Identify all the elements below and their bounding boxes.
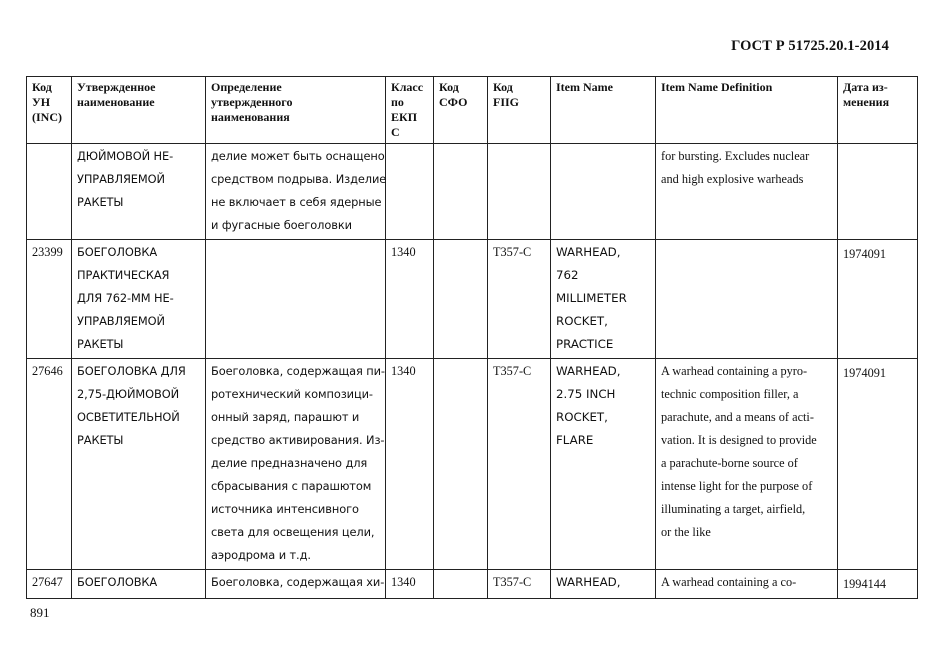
header-line: по [391,95,404,109]
cell-text-line: не включает в себя ядерные [211,195,382,209]
cell-text: 1340 [391,364,416,378]
col-inc-code-header [27,77,72,144]
header-line: СФО [439,95,468,109]
header-line: ЕКП [391,110,418,124]
cell-text-line: аэродрома и т.д. [211,548,311,562]
col-item-definition-header [656,77,838,144]
header-line: Item Name [556,80,613,94]
header-line: Дата из- [843,80,888,94]
fiig-cell [488,144,551,240]
cell-text: 23399 [32,245,63,259]
cell-text-line: vation. It is designed to provide [661,433,817,447]
page-number: 891 [30,605,50,620]
cell-text-line: A warhead containing a co- [661,575,797,589]
cell-text-line: РАКЕТЫ [77,433,124,447]
cell-text-line: ротехнический композици- [211,387,373,401]
item-name-cell [551,144,656,240]
cell-text-line: РАКЕТЫ [77,195,124,209]
class-cell [386,144,434,240]
cell-text-line: for bursting. Excludes nuclear [661,149,810,163]
cell-text-line: источника интенсивного [211,502,359,516]
cell-text-line: и фугасные боеголовки [211,218,352,232]
cell-text-line: БОЕГОЛОВКА [77,245,158,259]
inc-code-cell [27,144,72,240]
table-row [27,570,918,599]
table-row [27,359,918,570]
item-name-cell [551,570,656,599]
approved-name-cell [72,570,206,599]
cell-text-line: WARHEAD, [556,245,621,259]
class-cell [386,359,434,570]
change-date-cell [838,359,918,570]
cell-text-line: ДЛЯ 762-ММ НЕ- [77,291,174,305]
definition-cell [206,240,386,359]
class-cell [386,240,434,359]
header-line: Утвержденное [77,80,156,94]
cell-text-line: illuminating a target, airfield, [661,502,806,516]
table-row [27,144,918,240]
cell-text-line: PRACTICE [556,337,614,351]
cell-text-line: сбрасывания с парашютом [211,479,372,493]
cell-text-line: онный заряд, парашют и [211,410,360,424]
cell-text-line: делие предназначено для [211,456,368,470]
cell-text: 27646 [32,364,63,378]
change-date-cell [838,570,918,599]
fiig-cell [488,359,551,570]
header-line: наименование [77,95,155,109]
inc-code-cell [27,359,72,570]
cell-text-line: Боеголовка, содержащая пи- [211,364,385,378]
cell-text: 27647 [32,575,63,589]
cell-text-line: Боеголовка, содержащая хи- [211,575,385,589]
cell-text-line: FLARE [556,433,594,447]
header-line: Определение [211,80,282,94]
col-definition-header [206,77,386,144]
cell-text-line: and high explosive warheads [661,172,804,186]
approved-name-cell [72,240,206,359]
col-approved-name-header [72,77,206,144]
cell-text-line: света для освещения цели, [211,525,375,539]
cell-text-line: ОСВЕТИТЕЛЬНОЙ [77,410,180,424]
definition-cell [206,359,386,570]
sfo-cell [434,240,488,359]
cell-text-line: ДЮЙМОВОЙ НЕ- [77,149,174,163]
cell-text-line: intense light for the purpose of [661,479,813,493]
cell-text-line: 2.75 INCH [556,387,616,401]
header-line: Код [439,80,459,94]
sfo-cell [434,144,488,240]
cell-text-line: УПРАВЛЯЕМОЙ [77,314,165,328]
cell-text: 1340 [391,575,416,589]
cell-text-line: делие может быть оснащено [211,149,385,163]
header-line: утвержденного [211,95,293,109]
catalog-table [26,76,918,599]
col-item-name-header [551,77,656,144]
header-line: FIIG [493,95,520,109]
table-body [27,144,918,599]
col-sfo-header [434,77,488,144]
header-line: Item Name Definition [661,80,773,94]
cell-text: 1974091 [843,247,887,261]
cell-text-line: средством подрыва. Изделие [211,172,387,186]
col-fiig-header [488,77,551,144]
item-definition-cell [656,359,838,570]
cell-text-line: БОЕГОЛОВКА [77,575,158,589]
cell-text: T357-C [493,245,532,259]
change-date-cell [838,240,918,359]
cell-text-line: technic composition filler, a [661,387,799,401]
cell-text-line: УПРАВЛЯЕМОЙ [77,172,165,186]
cell-text-line: parachute, and a means of acti- [661,410,814,424]
cell-text-line: средство активирования. Из- [211,433,385,447]
header-line: Класс [391,80,424,94]
cell-text: T357-C [493,575,532,589]
cell-text-line: РАКЕТЫ [77,337,124,351]
item-name-cell [551,359,656,570]
header-line: наименования [211,110,290,124]
item-definition-cell [656,240,838,359]
header-line: менения [843,95,890,109]
cell-text-line: a parachute-borne source of [661,456,798,470]
fiig-cell [488,240,551,359]
cell-text-line: or the like [661,525,711,539]
col-change-date-header [838,77,918,144]
cell-text-line: WARHEAD, [556,575,621,589]
col-class-header [386,77,434,144]
cell-text: 1340 [391,245,416,259]
cell-text-line: ROCKET, [556,410,608,424]
header-line: УН [32,95,51,109]
cell-text-line: ПРАКТИЧЕСКАЯ [77,268,170,282]
sfo-cell [434,359,488,570]
class-cell [386,570,434,599]
definition-cell [206,144,386,240]
cell-text-line: БОЕГОЛОВКА ДЛЯ [77,364,186,378]
cell-text-line: 762 [556,268,579,282]
header-line: (INC) [32,110,62,124]
table-header-row [27,77,918,144]
sfo-cell [434,570,488,599]
table-row [27,240,918,359]
cell-text-line: WARHEAD, [556,364,621,378]
cell-text: 1974091 [843,366,887,380]
approved-name-cell [72,144,206,240]
item-definition-cell [656,144,838,240]
approved-name-cell [72,359,206,570]
cell-text-line: MILLIMETER [556,291,627,305]
cell-text-line: ROCKET, [556,314,608,328]
cell-text: 1994144 [843,577,887,591]
definition-cell [206,570,386,599]
inc-code-cell [27,240,72,359]
cell-text: T357-C [493,364,532,378]
item-definition-cell [656,570,838,599]
header-line: Код [32,80,52,94]
cell-text-line: A warhead containing a pyro- [661,364,808,378]
fiig-cell [488,570,551,599]
header-line: С [391,125,400,139]
header-line: Код [493,80,513,94]
change-date-cell [838,144,918,240]
item-name-cell [551,240,656,359]
cell-text-line: 2,75-ДЮЙМОВОЙ [77,387,179,401]
inc-code-cell [27,570,72,599]
document-standard-header: ГОСТ Р 51725.20.1-2014 [731,38,889,54]
